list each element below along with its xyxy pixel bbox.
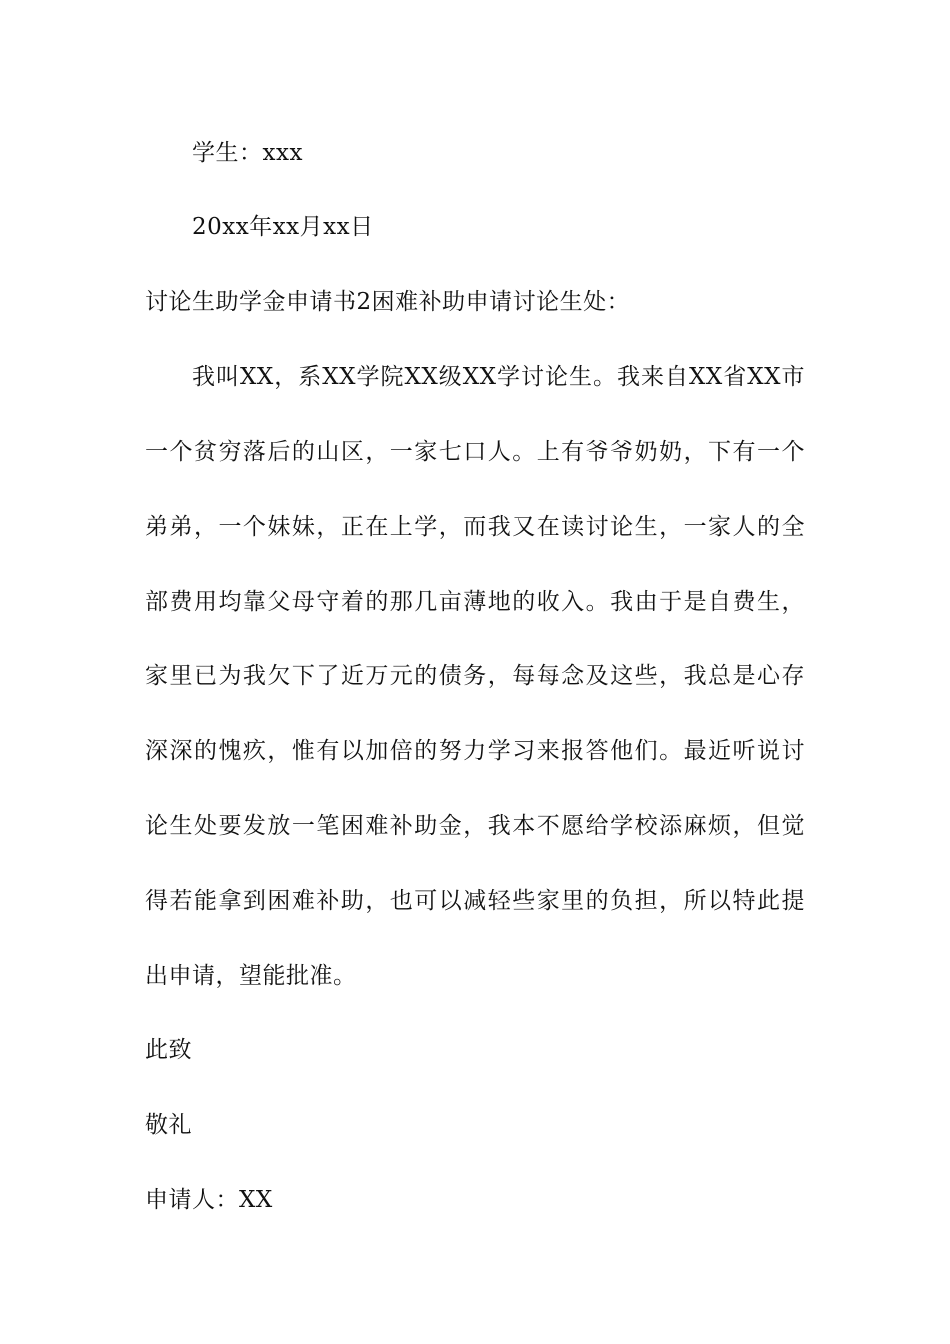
body-line: 论生处要发放一笔困难补助金，我本不愿给学校添麻烦，但觉	[145, 813, 805, 839]
applicant-signature: 申请人：XX	[145, 1187, 273, 1213]
body-line: 家里已为我欠下了近万元的债务，每每念及这些，我总是心存	[145, 663, 805, 689]
body-line: 一个贫穷落后的山区，一家七口人。上有爷爷奶奶，下有一个	[145, 439, 805, 465]
closing-salutation: 此致	[145, 1037, 192, 1063]
body-line: 深深的愧疚，惟有以加倍的努力学习来报答他们。最近听说讨	[145, 738, 805, 764]
signature-date: 20xx年xx月xx日	[192, 214, 374, 240]
student-signature: 学生：xxx	[192, 140, 303, 166]
body-line: 得若能拿到困难补助，也可以减轻些家里的负担，所以特此提	[145, 888, 805, 914]
body-line: 出申请，望能批准。	[145, 963, 357, 989]
closing-regards: 敬礼	[145, 1112, 192, 1138]
body-line: 弟弟，一个妹妹，正在上学，而我又在读讨论生，一家人的全	[145, 514, 805, 540]
body-line: 我叫XX，系XX学院XX级XX学讨论生。我来自XX省XX市	[192, 364, 805, 390]
body-line: 部费用均靠父母守着的那几亩薄地的收入。我由于是自费生，	[145, 589, 805, 615]
letter-title-line: 讨论生助学金申请书2困难补助申请讨论生处：	[145, 289, 631, 315]
